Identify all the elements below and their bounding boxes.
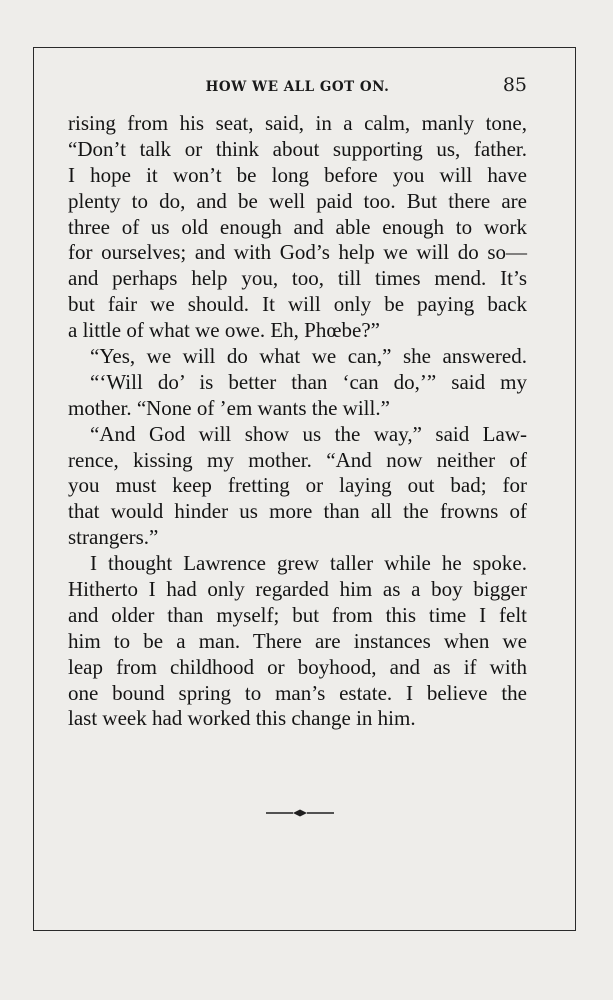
text-line: I thought Lawrence grew taller while he spoke.: [90, 551, 527, 576]
text-line: rising from his seat, said, in a calm, manly tone,: [68, 111, 527, 135]
page-number: 85: [502, 74, 527, 96]
text-line: “Yes, we will do what we can,” she answered.: [90, 344, 527, 369]
text-line: strangers.”: [68, 525, 159, 550]
text-line: and older than myself; but from this time I felt: [68, 602, 527, 627]
text-line: that would hinder us more than all the frowns of: [68, 499, 527, 524]
text-line: mother. “None of ’em wants the will.”: [68, 395, 390, 420]
text-line: for ourselves; and with God’s help we will do so—: [68, 240, 527, 265]
running-title: HOW WE ALL GOT ON.: [205, 79, 390, 95]
text-line: but fair we should. It will only be paying back: [68, 292, 527, 317]
text-line: and perhaps help you, too, till times mend. It’s: [68, 266, 527, 291]
text-line: three of us old enough and able enough to work: [68, 214, 527, 239]
text-line: plenty to do, and be well paid too. But there are: [68, 188, 527, 213]
text-line: I hope it won’t be long before you will have: [68, 162, 527, 187]
text-line: one bound spring to man’s estate. I believe the: [68, 680, 527, 705]
text-line: Hitherto I had only regarded him as a boy bigger: [68, 577, 527, 602]
text-line: last week had worked this change in him.: [68, 706, 416, 731]
text-line: rence, kissing my mother. “And now neither of: [68, 447, 527, 472]
section-end-ornament-icon: [266, 807, 334, 819]
text-line: “‘Will do’ is better than ‘can do,’” said my: [90, 369, 527, 394]
body-text: [68, 111, 527, 732]
text-line: a little of what we owe. Eh, Phœbe?”: [68, 318, 380, 343]
running-head: [68, 74, 527, 100]
text-line: him to be a man. There are instances when we: [68, 628, 527, 653]
text-line: you must keep fretting or laying out bad; for: [68, 473, 527, 498]
text-line: “And God will show us the way,” said Law-: [90, 421, 527, 446]
text-line: “Don’t talk or think about supporting us, father.: [68, 136, 527, 161]
text-line: leap from childhood or boyhood, and as if with: [68, 654, 527, 679]
